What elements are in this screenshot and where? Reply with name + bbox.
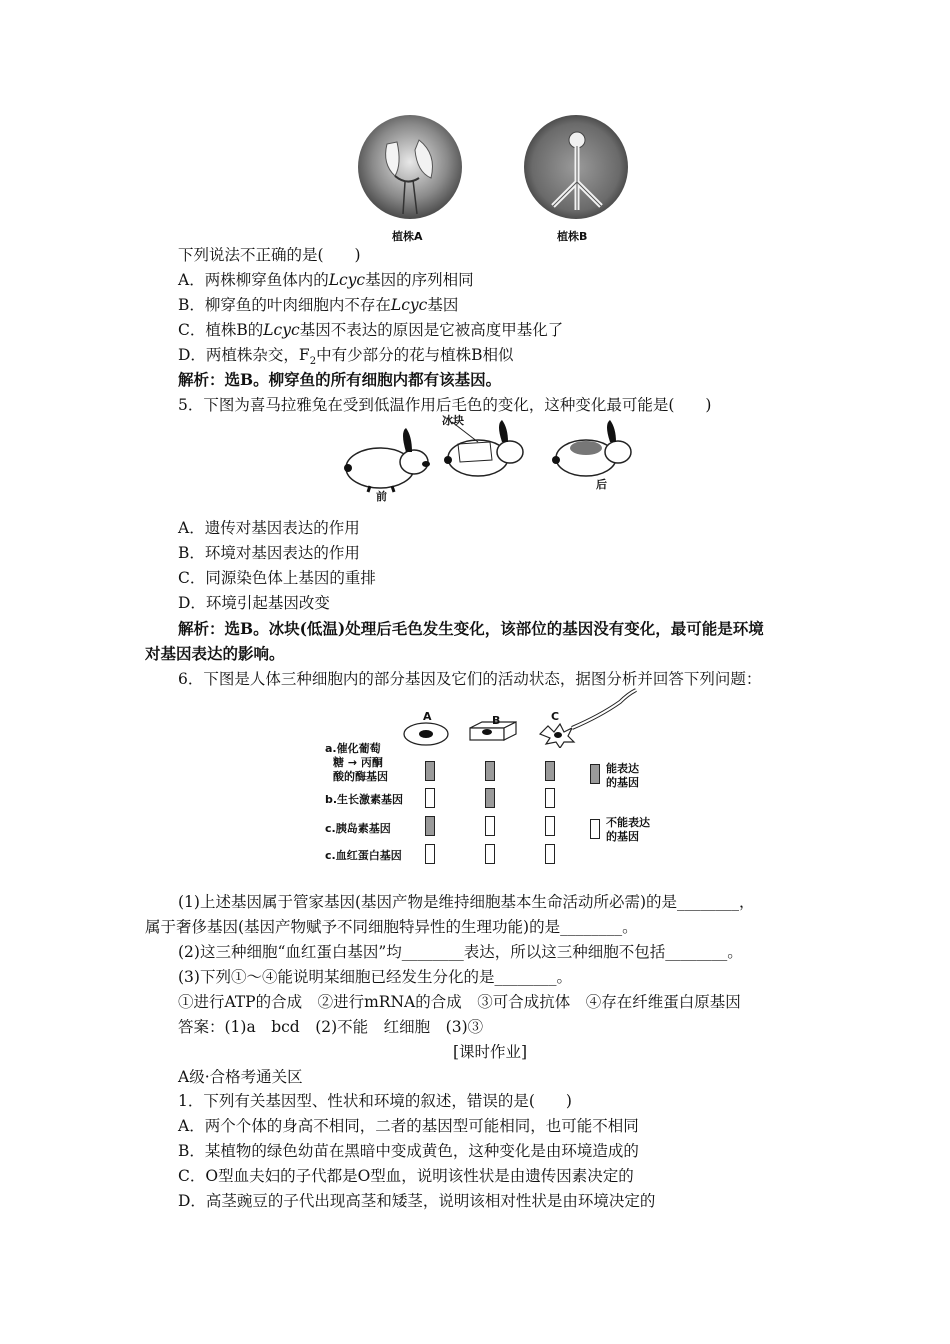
plant-a-photo: [357, 114, 463, 220]
gene-c-label: c.胰岛素基因: [325, 822, 391, 835]
q5-analysis-line2: 对基因表达的影响。: [145, 644, 285, 663]
q4-option-d: D．两植株杂交，$F_2$中有少部分的花与植株B相似: [178, 346, 514, 368]
gene-b-label: b.生长激素基因: [325, 793, 404, 806]
figure-genes: [320, 688, 680, 868]
gene-state-box: [545, 816, 555, 836]
cell-label-b: B: [492, 714, 501, 727]
q5-option-c: C．同源染色体上基因的重排: [178, 569, 376, 587]
gene-state-box: [545, 761, 555, 781]
gene-state-box: [485, 816, 495, 836]
gene-state-box: [425, 816, 435, 836]
q4-option-a: A．两株柳穿鱼体内的Lcyc基因的序列相同: [178, 271, 474, 289]
gene-d-label: c.血红蛋白基因: [325, 849, 402, 862]
cell-label-c: C: [551, 710, 560, 723]
hw-q1-option-c: C．O型血夫妇的子代都是O型血，说明该性状是由遗传因素决定的: [178, 1167, 634, 1185]
gene-state-box: [425, 761, 435, 781]
q5-option-a: A．遗传对基因表达的作用: [178, 519, 360, 537]
legend-not-expressed-swatch: [590, 819, 600, 839]
q6-sub2: (2)这三种细胞“血红蛋白基因”均________表达，所以这三种细胞不包括________。: [178, 943, 743, 961]
q6-sub1-line1: (1)上述基因属于管家基因(基因产物是维持细胞基本生命活动所必需)的是________，: [178, 893, 755, 911]
q6-stem: 6．下图是人体三种细胞内的部分基因及它们的活动状态，据图分析并回答下列问题：: [178, 670, 762, 688]
legend-expressed-label: 能表达 的基因: [606, 762, 639, 789]
hw-q1-stem: 1．下列有关基因型、性状和环境的叙述，错误的是( ): [178, 1092, 572, 1110]
q4-option-c: C．植株B的Lcyc基因不表达的原因是它被高度甲基化了: [178, 321, 564, 339]
q5-option-b: B．环境对基因表达的作用: [178, 544, 360, 562]
gene-state-box: [425, 844, 435, 864]
caption-plant-b: 植株B: [557, 230, 588, 243]
q5-analysis-line1: 解析：选B。冰块(低温)处理后毛色发生变化，该部位的基因没有变化，最可能是环境: [178, 619, 764, 638]
figure-rabbits: [340, 412, 640, 504]
q5-option-d: D．环境引起基因改变: [178, 594, 330, 612]
cell-a-icon: [404, 723, 448, 745]
q4-option-b: B．柳穿鱼的叶肉细胞内不存在Lcyc基因: [178, 296, 459, 314]
gene-state-box: [545, 788, 555, 808]
q6-sub1-line2: 属于奢侈基因(基因产物赋予不同细胞特异性的生理功能)的是________。: [145, 918, 638, 936]
legend-expressed-swatch: [590, 764, 600, 784]
gene-state-box: [545, 844, 555, 864]
hw-q1-option-d: D．高茎豌豆的子代出现高茎和矮茎，说明该相对性状是由环境决定的: [178, 1192, 656, 1210]
q6-sub3-options: ①进行ATP的合成 ②进行mRNA的合成 ③可合成抗体 ④存在纤维蛋白原基因: [178, 993, 741, 1011]
rabbit-after-icon: [552, 420, 631, 476]
hw-q1-option-a: A．两个个体的身高不相同，二者的基因型可能相同，也可能不相同: [178, 1117, 639, 1135]
gene-state-box: [485, 761, 495, 781]
label-after: 后: [596, 478, 607, 491]
gene-state-box: [425, 788, 435, 808]
rabbit-ice-icon: [444, 420, 523, 476]
q6-answer: 答案：(1)a bcd (2)不能 红细胞 (3)③: [178, 1018, 484, 1036]
legend-not-expressed-label: 不能表达 的基因: [606, 816, 650, 843]
q4-analysis: 解析：选B。柳穿鱼的所有细胞内都有该基因。: [178, 370, 502, 389]
q6-sub3: (3)下列①～④能说明某细胞已经发生分化的是________。: [178, 968, 572, 986]
rabbit-before-icon: [344, 428, 430, 492]
caption-plant-a: 植株A: [392, 230, 423, 243]
label-before: 前: [376, 490, 387, 503]
q5-stem: 5．下图为喜马拉雅兔在受到低温作用后毛色的变化，这种变化最可能是( ): [178, 396, 712, 414]
label-ice: 冰块: [442, 414, 464, 427]
gene-state-box: [485, 844, 495, 864]
figure-flowers: [355, 112, 630, 242]
homework-title: [课时作业]: [453, 1043, 528, 1061]
cell-label-a: A: [423, 710, 432, 723]
plant-b-photo: [523, 114, 629, 220]
homework-level: A级·合格考通关区: [178, 1068, 303, 1086]
hw-q1-option-b: B．某植物的绿色幼苗在黑暗中变成黄色，这种变化是由环境造成的: [178, 1142, 639, 1160]
q4-stem: 下列说法不正确的是( ): [178, 246, 361, 264]
gene-a-label: a.催化葡萄 糖 → 丙酮 酸的酶基因: [325, 742, 388, 783]
gene-state-box: [485, 788, 495, 808]
